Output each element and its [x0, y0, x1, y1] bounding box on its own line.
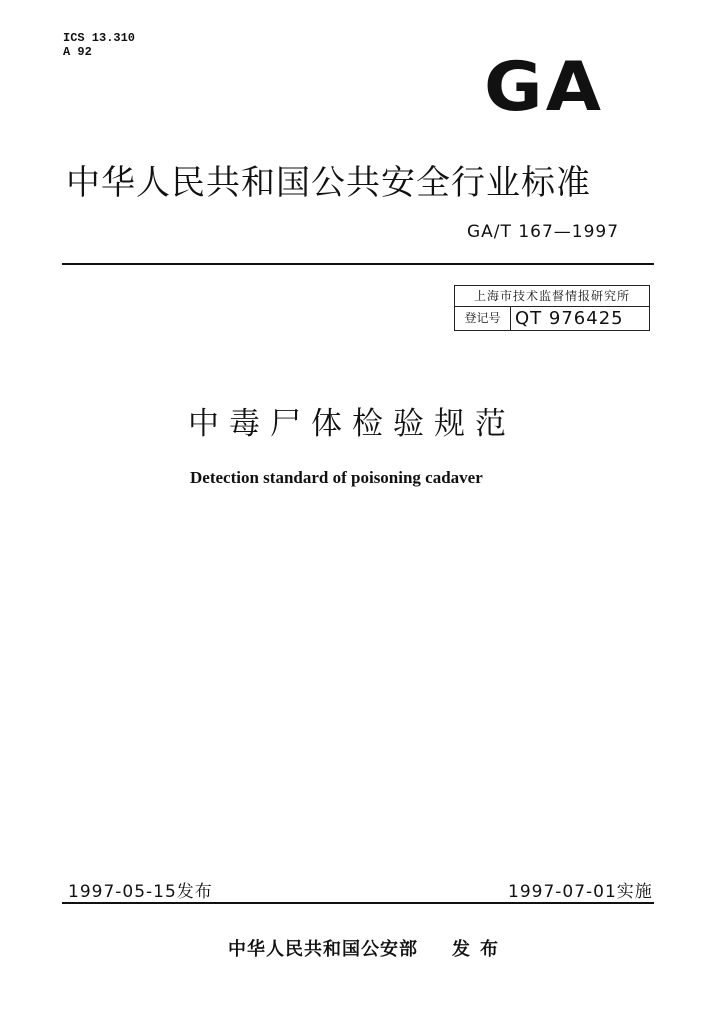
stamp-number: QT 976425 — [515, 308, 624, 329]
stamp-organization: 上海市技术监督情报研究所 — [455, 286, 649, 307]
document-title: 中毒尸体检验规范 — [188, 406, 516, 442]
ics-classification — [63, 31, 135, 59]
issue-date: 1997-05-15发布 — [68, 882, 213, 902]
publish-label: 发布 — [452, 939, 508, 960]
issuing-authority: 中华人民共和国公安部 — [228, 939, 418, 960]
bottom-divider — [62, 902, 654, 904]
registration-stamp — [454, 285, 650, 331]
stamp-label: 登记号 — [455, 307, 511, 330]
standard-code: GA/T 167—1997 — [467, 222, 620, 242]
document-title-english: Detection standard of poisoning cadaver — [190, 468, 483, 487]
top-divider — [62, 263, 654, 265]
ga-logo: GA — [484, 48, 605, 127]
implementation-date: 1997-07-01实施 — [508, 882, 653, 902]
stamp-registration-row — [455, 307, 649, 330]
ics-code: ICS 13.310 — [63, 31, 136, 45]
category-code: A 92 — [63, 45, 92, 59]
standard-category-title: 中华人民共和国公共安全行业标准 — [66, 163, 591, 203]
